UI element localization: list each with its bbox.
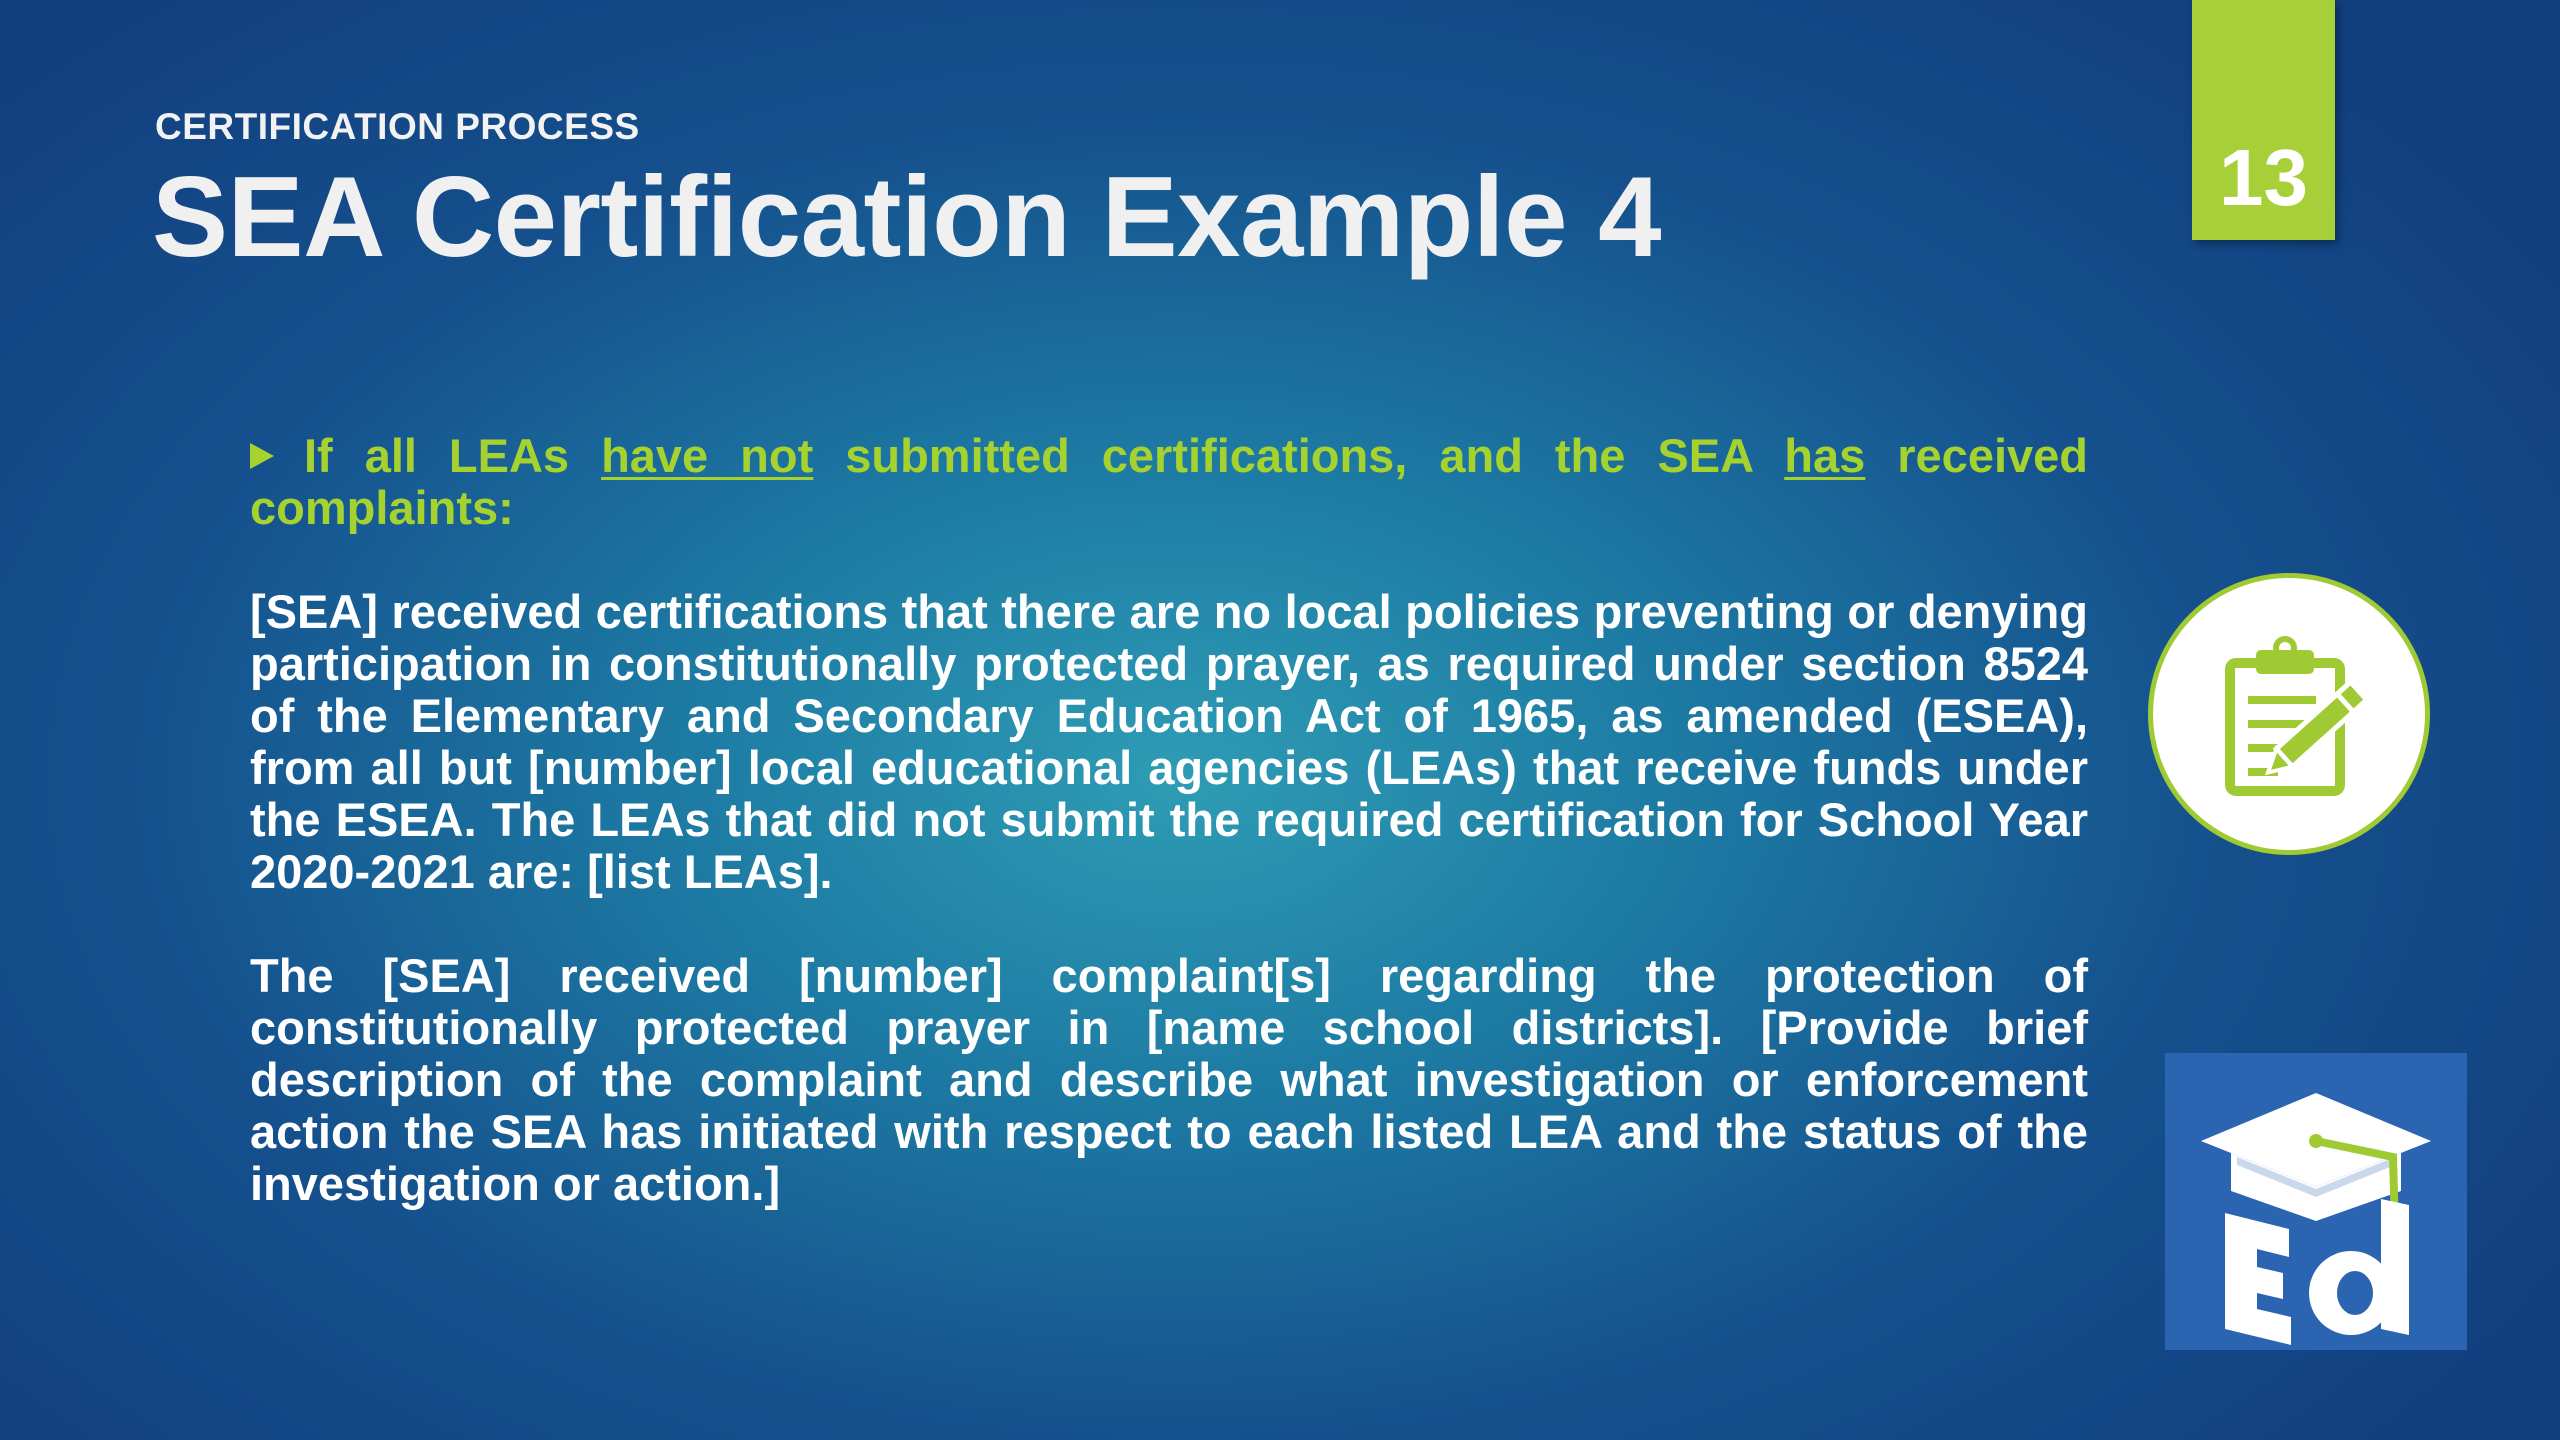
bullet-text-part2: submitted certifications, and the SEA: [813, 429, 1785, 482]
section-label: CERTIFICATION PROCESS: [155, 106, 640, 147]
department-of-education-logo: [2165, 1053, 2467, 1350]
complaints-paragraph: The [SEA] received [number] complaint[s] regarding the protection of constitutionally protected prayer in [name school districts]. [Provide brief description of the complaint and describe what investigation or enforcement action the SEA has initiated with respect to each listed LEA and the status of the investigation or action.]: [250, 949, 2088, 1210]
bullet-text-part1: If all LEAs: [304, 429, 602, 482]
page-number: 13: [2219, 133, 2308, 222]
slide-title: SEA Certification Example 4: [152, 154, 1662, 281]
bullet-emphasis-has: has: [1784, 429, 1866, 482]
bullet-emphasis-have-not: have not: [601, 429, 814, 482]
page-number-tab: [2192, 0, 2335, 240]
bullet-arrow-icon: [250, 443, 274, 469]
bullet-text-part3: received complaints:: [250, 429, 2089, 534]
bullet-heading: [250, 430, 2088, 534]
clipboard-pencil-icon: [2148, 573, 2430, 855]
certification-paragraph: [SEA] received certifications that there are no local policies preventing or denying participation in constitutionally protected prayer, as required under section 8524 of the Elementary and Secondary Education Act of 1965, as amended (ESEA), from all but [number] local educational agencies (LEAs) that receive funds under the ESEA. The LEAs that did not submit the required certification for School Year 2020-2021 are: [list LEAs].: [250, 585, 2088, 898]
slide-body: [250, 430, 2088, 1210]
